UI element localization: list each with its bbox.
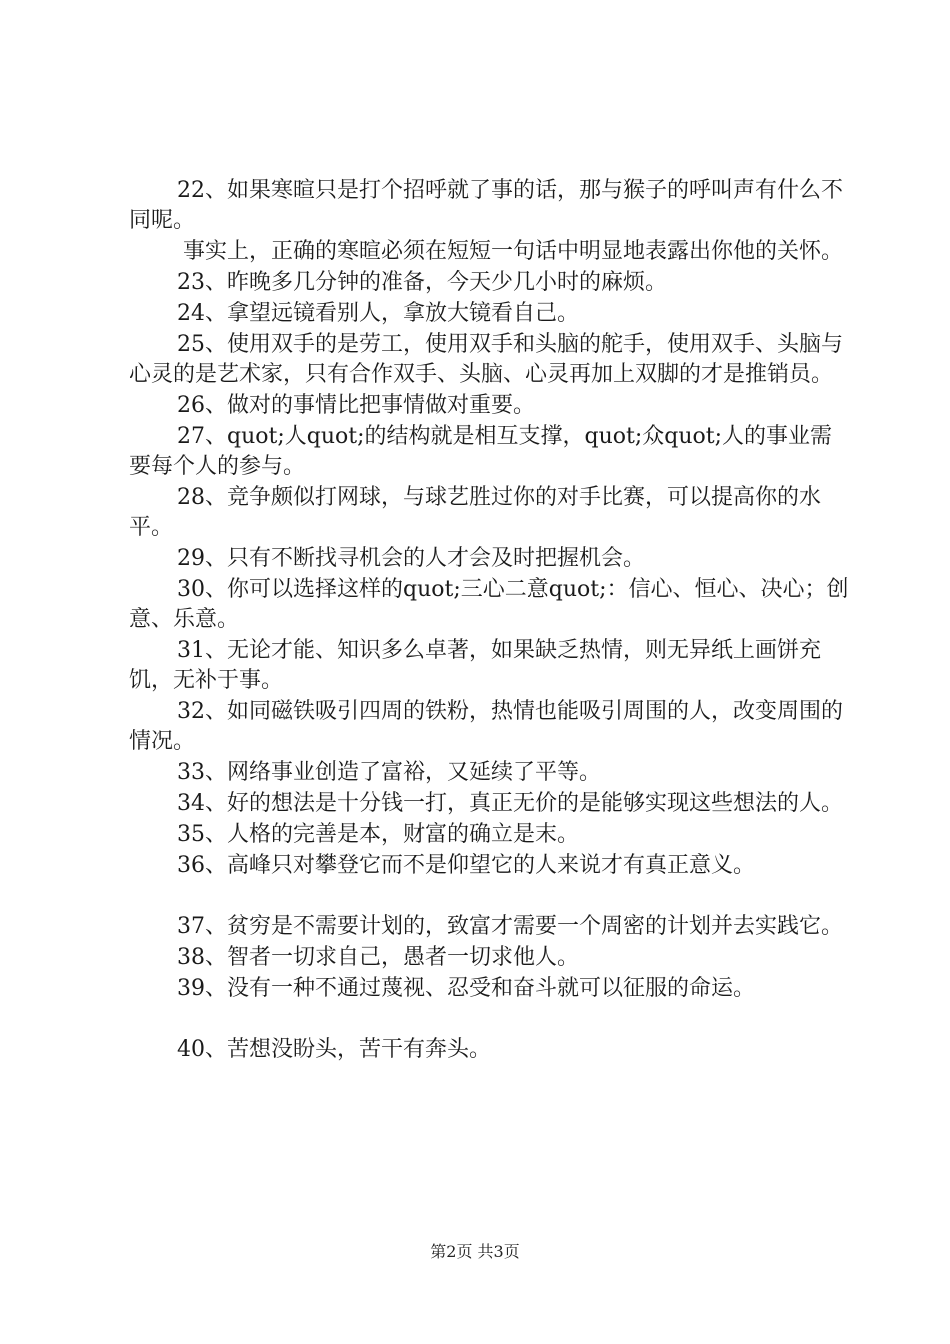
paragraph-31: 31、无论才能、知识多么卓著，如果缺乏热情，则无异纸上画饼充饥，无补于事。 [129,638,821,693]
paragraph-23: 23、昨晚多几分钟的准备，今天少几小时的麻烦。 [177,270,667,295]
paragraph-36: 36、高峰只对攀登它而不是仰望它的人来说才有真正意义。 [177,853,755,878]
paragraph-38: 38、智者一切求自己，愚者一切求他人。 [177,945,579,970]
paragraph-22: 22、如果寒暄只是打个招呼就了事的话，那与猴子的呼叫声有什么不同呢。 [129,178,843,233]
paragraph-25: 25、使用双手的是劳工，使用双手和头脑的舵手，使用双手、头脑与心灵的是艺术家，只有合作双手、头脑、心灵再加上双脚的才是推销员。 [129,332,843,387]
paragraph-30: 30、你可以选择这样的quot;三心二意quot;：信心、恒心、决心；创意、乐意。 [129,577,849,632]
paragraph-33: 33、网络事业创造了富裕，又延续了平等。 [177,760,601,785]
paragraph-24: 24、拿望远镜看别人，拿放大镜看自己。 [177,301,579,326]
paragraph-spacer [129,882,849,912]
paragraph-32: 32、如同磁铁吸引四周的铁粉，热情也能吸引周围的人，改变周围的情况。 [129,699,843,754]
paragraph-37: 37、贫穷是不需要计划的，致富才需要一个周密的计划并去实践它。 [177,914,843,939]
paragraph-34: 34、好的想法是十分钱一打，真正无价的是能够实现这些想法的人。 [177,791,843,816]
document-body [129,176,849,1066]
paragraph-29: 29、只有不断找寻机会的人才会及时把握机会。 [177,546,645,571]
page-number-footer: 第2页 共3页 [430,1242,520,1261]
paragraph-40: 40、苦想没盼头，苦干有奔头。 [177,1037,491,1062]
paragraph-26: 26、做对的事情比把事情做对重要。 [177,393,535,418]
paragraph-27: 27、quot;人quot;的结构就是相互支撑，quot;众quot;人的事业需要每个人的参与。 [129,424,832,479]
paragraph-greeting-note: 事实上，正确的寒暄必须在短短一句话中明显地表露出你他的关怀。 [183,239,844,264]
paragraph-spacer [129,1005,849,1035]
paragraph-28: 28、竞争颇似打网球，与球艺胜过你的对手比赛，可以提高你的水平。 [129,485,821,540]
paragraph-35: 35、人格的完善是本，财富的确立是末。 [177,822,579,847]
paragraph-39: 39、没有一种不通过蔑视、忍受和奋斗就可以征服的命运。 [177,976,755,1001]
